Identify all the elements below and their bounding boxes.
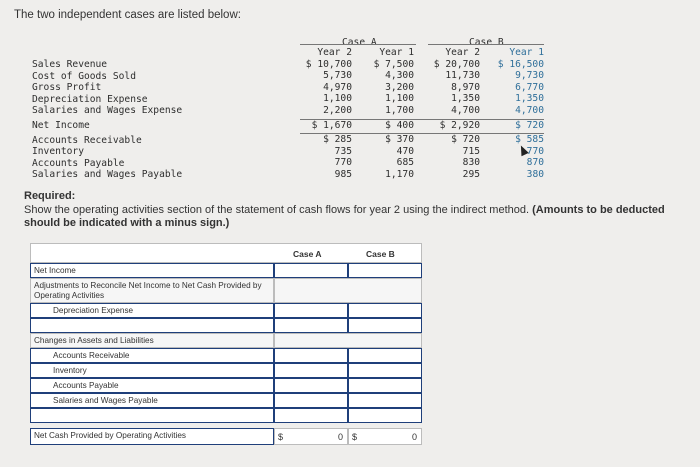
value-cell: 830	[462, 157, 480, 169]
blank-case-a-input[interactable]	[274, 408, 348, 423]
adjustments-label: Adjustments to Reconcile Net Income to Net Cash Provided by Operating Activities	[30, 278, 274, 303]
value-cell: 4,700	[451, 104, 480, 116]
case-b-year1-header: Year 1	[509, 47, 544, 58]
depreciation-case-a-input[interactable]	[274, 303, 348, 318]
label-salaries-expense: Salaries and Wages Expense	[32, 105, 183, 117]
required-note: (Amounts to be deducted should be indicated with a minus sign.)	[24, 204, 665, 229]
value-cell: $ 20,700	[433, 58, 480, 70]
value-cell: 735	[334, 145, 352, 157]
net-cash-case-a-cell	[274, 428, 348, 445]
row-depreciation	[30, 303, 422, 318]
row-adjustments	[30, 278, 422, 303]
blank-row	[30, 408, 422, 423]
row-accounts-payable	[30, 378, 422, 393]
value-cell: $ 16,500	[497, 58, 544, 70]
value-cell: $ 720	[451, 134, 480, 146]
net-income-cell: $ 1,670	[311, 119, 352, 131]
changes-blank	[274, 333, 422, 348]
case-b-rule	[428, 44, 544, 45]
value-cell: 1,700	[385, 104, 414, 116]
value-cell: 985	[334, 168, 352, 180]
inventory-case-a-input[interactable]	[274, 363, 348, 378]
case-b-year2-header: Year 2	[445, 47, 480, 58]
required-instruction: Show the operating activities section of the statement of cash flows for year 2 using the indirect method.	[24, 204, 530, 216]
net-income-cell: $ 2,920	[439, 119, 480, 131]
ar-case-a-input[interactable]	[274, 348, 348, 363]
case-b-title: Case B	[469, 37, 504, 48]
currency-symbol: $	[278, 432, 284, 442]
row-changes	[30, 333, 422, 348]
net-cash-case-a-value: 0	[337, 432, 343, 442]
label-net-income: Net Income	[32, 119, 90, 131]
value-cell: 4,970	[323, 81, 352, 93]
blank-case-a-input[interactable]	[274, 318, 348, 333]
case-b-year1-column	[488, 47, 544, 181]
answer-table	[30, 243, 422, 448]
value-cell: 295	[462, 168, 480, 180]
label-cogs: Cost of Goods Sold	[32, 70, 136, 82]
value-cell: 470	[396, 145, 414, 157]
net-income-bottom-rule	[300, 133, 544, 134]
value-cell: 5,730	[323, 70, 352, 82]
col-header-case-b: Case B	[366, 249, 395, 259]
blank-row	[30, 318, 422, 333]
answer-table-header	[30, 243, 422, 263]
net-income-top-rule	[300, 119, 544, 120]
value-cell: 4,300	[385, 70, 414, 82]
net-income-case-b-input[interactable]	[348, 263, 422, 278]
value-cell: 870	[526, 157, 544, 169]
swp-case-b-input[interactable]	[348, 393, 422, 408]
value-cell: 2,200	[323, 104, 352, 116]
value-cell: $ 285	[323, 134, 352, 146]
case-a-year2-column	[300, 47, 352, 181]
accounts-payable-label: Accounts Payable	[30, 378, 274, 393]
value-cell: 380	[526, 168, 544, 180]
depreciation-case-b-input[interactable]	[348, 303, 422, 318]
intro-text: The two independent cases are listed below:	[14, 9, 241, 21]
value-cell: 1,100	[385, 93, 414, 105]
blank-case-b-input[interactable]	[348, 318, 422, 333]
ap-case-a-input[interactable]	[274, 378, 348, 393]
row-labels	[32, 59, 182, 181]
blank-label-input[interactable]	[30, 318, 274, 333]
required-text	[24, 204, 696, 230]
value-cell: 11,730	[445, 70, 480, 82]
net-cash-case-b-value: 0	[411, 432, 417, 442]
row-accounts-receivable	[30, 348, 422, 363]
label-salaries-payable: Salaries and Wages Payable	[32, 169, 183, 181]
case-a-year1-column	[362, 47, 414, 181]
blank-label-input[interactable]	[30, 408, 274, 423]
case-a-title: Case A	[342, 37, 377, 48]
value-cell: $ 585	[515, 134, 544, 146]
net-income-cell: $ 720	[515, 119, 544, 131]
label-depreciation: Depreciation Expense	[32, 93, 148, 105]
value-cell: 1,350	[451, 93, 480, 105]
depreciation-label: Depreciation Expense	[30, 303, 274, 318]
value-cell: 6,770	[515, 81, 544, 93]
required-heading: Required:	[24, 190, 76, 202]
label-accounts-receivable: Accounts Receivable	[32, 134, 142, 146]
inventory-case-b-input[interactable]	[348, 363, 422, 378]
salaries-payable-label: Salaries and Wages Payable	[30, 393, 274, 408]
row-inventory	[30, 363, 422, 378]
value-cell: 1,100	[323, 93, 352, 105]
value-cell: 1,350	[515, 93, 544, 105]
blank-case-b-input[interactable]	[348, 408, 422, 423]
label-inventory: Inventory	[32, 146, 84, 158]
case-a-rule	[300, 44, 416, 45]
label-gross-profit: Gross Profit	[32, 82, 102, 94]
swp-case-a-input[interactable]	[274, 393, 348, 408]
row-salaries-payable	[30, 393, 422, 408]
case-b-year2-column	[424, 47, 480, 181]
accounts-receivable-label: Accounts Receivable	[30, 348, 274, 363]
case-a-year2-header: Year 2	[317, 47, 352, 58]
net-income-cell: $ 400	[385, 119, 414, 131]
row-net-income	[30, 263, 422, 278]
value-cell: $ 7,500	[373, 58, 414, 70]
label-sales-revenue: Sales Revenue	[32, 59, 108, 70]
value-cell: 1,170	[385, 168, 414, 180]
value-cell: $ 10,700	[305, 58, 352, 70]
net-cash-case-b-cell	[348, 428, 422, 445]
currency-symbol: $	[352, 432, 358, 442]
ap-case-b-input[interactable]	[348, 378, 422, 393]
value-cell: $ 370	[385, 134, 414, 146]
adjustments-blank	[274, 278, 422, 303]
value-cell: 685	[396, 157, 414, 169]
value-cell: 9,730	[515, 70, 544, 82]
value-cell: 770	[526, 145, 544, 157]
case-a-year1-header: Year 1	[379, 47, 414, 58]
row-net-cash	[30, 428, 422, 445]
value-cell: 8,970	[451, 81, 480, 93]
ar-case-b-input[interactable]	[348, 348, 422, 363]
col-header-case-a: Case A	[293, 249, 322, 259]
label-accounts-payable: Accounts Payable	[32, 157, 125, 169]
net-income-label: Net Income	[30, 263, 274, 278]
inventory-label: Inventory	[30, 363, 274, 378]
value-cell: 770	[334, 157, 352, 169]
net-income-case-a-input[interactable]	[274, 263, 348, 278]
value-cell: 3,200	[385, 81, 414, 93]
value-cell: 715	[462, 145, 480, 157]
net-cash-label: Net Cash Provided by Operating Activities	[30, 428, 274, 445]
changes-label: Changes in Assets and Liabilities	[30, 333, 274, 348]
value-cell: 4,700	[515, 104, 544, 116]
